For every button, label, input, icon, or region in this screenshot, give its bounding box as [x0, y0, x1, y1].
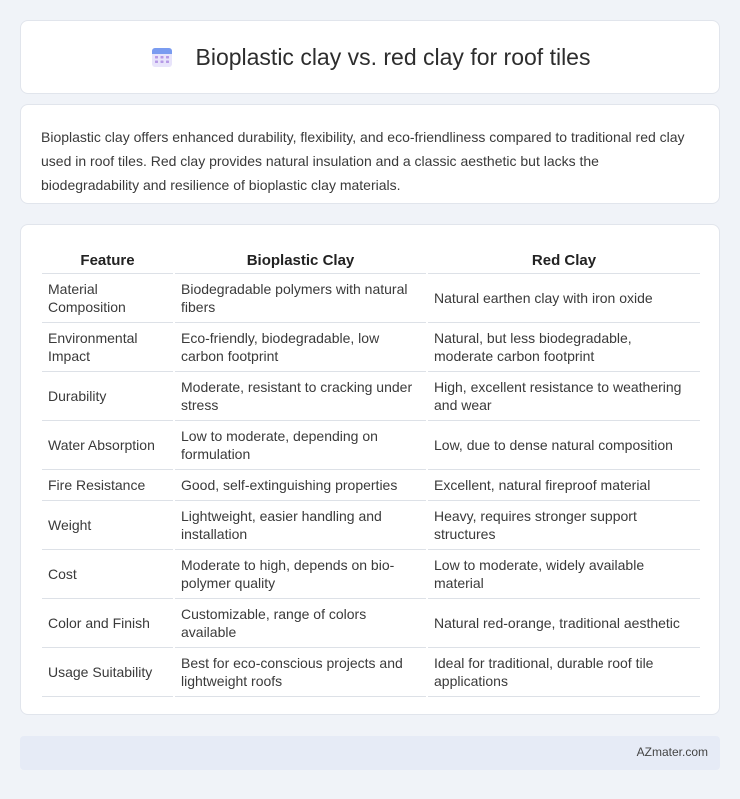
feature-cell: Water Absorption — [42, 420, 174, 469]
table-row — [42, 273, 700, 322]
feature-cell: Environmental Impact — [42, 322, 174, 371]
red-clay-cell: High, excellent resistance to weathering and wear — [427, 371, 700, 420]
comparison-card — [20, 224, 720, 715]
feature-cell: Usage Suitability — [42, 647, 174, 696]
red-clay-cell: Low, due to dense natural composition — [427, 420, 700, 469]
summary-card — [20, 104, 720, 204]
header-feature: Feature — [42, 249, 174, 273]
bioplastic-cell: Good, self-extinguishing properties — [174, 469, 427, 500]
red-clay-cell: Natural, but less biodegradable, moderate carbon footprint — [427, 322, 700, 371]
table-header-row — [42, 249, 700, 273]
header-red-clay: Red Clay — [427, 249, 700, 273]
bioplastic-cell: Best for eco-conscious projects and lightweight roofs — [174, 647, 427, 696]
comparison-table — [42, 249, 700, 697]
bioplastic-cell: Low to moderate, depending on formulation — [174, 420, 427, 469]
bioplastic-cell: Lightweight, easier handling and installation — [174, 500, 427, 549]
footer-site-name: AZmater.com — [636, 745, 708, 759]
feature-cell: Weight — [42, 500, 174, 549]
table-row — [42, 598, 700, 647]
bioplastic-cell: Biodegradable polymers with natural fibers — [174, 273, 427, 322]
table-row — [42, 500, 700, 549]
feature-cell: Color and Finish — [42, 598, 174, 647]
table-row — [42, 469, 700, 500]
red-clay-cell: Natural earthen clay with iron oxide — [427, 273, 700, 322]
title-card — [20, 20, 720, 94]
table-row — [42, 371, 700, 420]
table-row — [42, 322, 700, 371]
red-clay-cell: Ideal for traditional, durable roof tile applications — [427, 647, 700, 696]
bioplastic-cell: Eco-friendly, biodegradable, low carbon footprint — [174, 322, 427, 371]
bioplastic-cell: Moderate to high, depends on bio-polymer quality — [174, 549, 427, 598]
red-clay-cell: Heavy, requires stronger support structures — [427, 500, 700, 549]
feature-cell: Durability — [42, 371, 174, 420]
feature-cell: Material Composition — [42, 273, 174, 322]
table-row — [42, 549, 700, 598]
table-row — [42, 647, 700, 696]
calendar-icon — [150, 45, 174, 69]
feature-cell: Fire Resistance — [42, 469, 174, 500]
summary-text: Bioplastic clay offers enhanced durability, flexibility, and eco-friendliness compared to traditional red clay used in roof tiles. Red clay provides natural insulation and a classic aesthetic but lacks the biodegradability and resilience of bioplastic clay materials. — [41, 129, 685, 193]
header-bioplastic-clay: Bioplastic Clay — [174, 249, 427, 273]
red-clay-cell: Excellent, natural fireproof material — [427, 469, 700, 500]
table-row — [42, 420, 700, 469]
bioplastic-cell: Moderate, resistant to cracking under stress — [174, 371, 427, 420]
feature-cell: Cost — [42, 549, 174, 598]
page-title: Bioplastic clay vs. red clay for roof tiles — [195, 43, 591, 70]
red-clay-cell: Natural red-orange, traditional aesthetic — [427, 598, 700, 647]
red-clay-cell: Low to moderate, widely available material — [427, 549, 700, 598]
bioplastic-cell: Customizable, range of colors available — [174, 598, 427, 647]
footer — [20, 736, 720, 770]
